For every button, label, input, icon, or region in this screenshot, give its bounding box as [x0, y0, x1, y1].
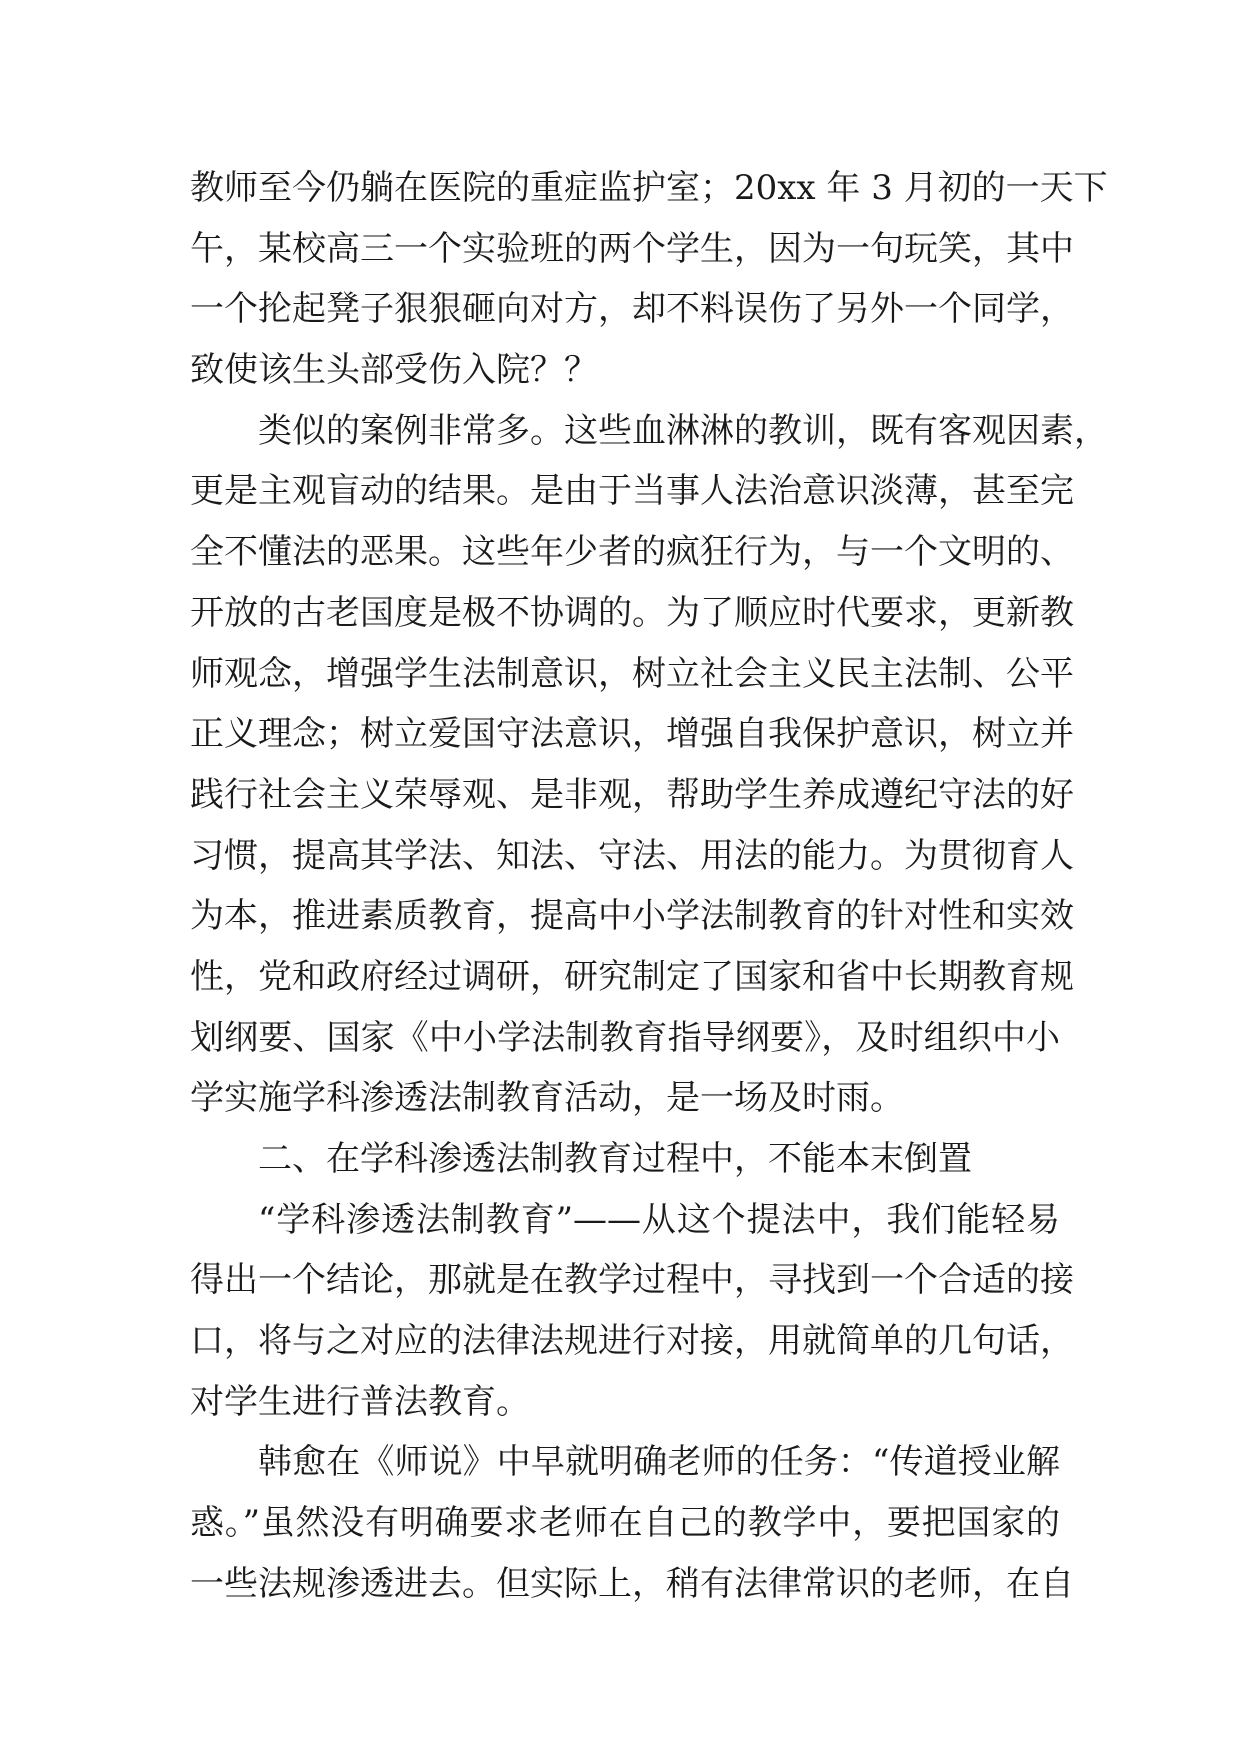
text-line: 为本，推进素质教育，提高中小学法制教育的针对性和实效 — [190, 896, 1074, 937]
text-line: 韩愈在《师说》中早就明确老师的任务：“传道授业解 — [258, 1442, 1060, 1483]
text-line: 得出一个结论，那就是在教学过程中，寻找到一个合适的接 — [190, 1260, 1074, 1301]
text-line: 开放的古老国度是极不协调的。为了顺应时代要求，更新教 — [190, 592, 1074, 633]
text-line: 类似的案例非常多。这些血淋淋的教训，既有客观因素， — [258, 410, 1108, 451]
text-line: 践行社会主义荣辱观、是非观，帮助学生养成遵纪守法的好 — [190, 774, 1074, 815]
text-line: 划纲要、国家《中小学法制教育指导纲要》，及时组织中小 — [190, 1017, 1060, 1058]
body-text — [190, 158, 1108, 1615]
text-line: 性，党和政府经过调研，研究制定了国家和省中长期教育规 — [190, 956, 1074, 997]
text-line: 教师至今仍躺在医院的重症监护室；20xx 年 3 月初的一天下 — [190, 168, 1108, 208]
text-line: 惑。”虽然没有明确要求老师在自己的教学中，要把国家的 — [190, 1503, 1060, 1544]
text-line: 对学生进行普法教育。 — [190, 1381, 530, 1422]
text-line: “学科渗透法制教育”——从这个提法中，我们能轻易 — [258, 1199, 1060, 1240]
text-line: 习惯，提高其学法、知法、守法、用法的能力。为贯彻育人 — [190, 835, 1074, 876]
text-line: 一些法规渗透进去。但实际上，稍有法律常识的老师，在自 — [190, 1563, 1074, 1604]
section-heading: 二、在学科渗透法制教育过程中，不能本末倒置 — [258, 1139, 972, 1179]
text-line: 更是主观盲动的结果。是由于当事人法治意识淡薄，甚至完 — [190, 471, 1074, 512]
text-line: 口，将与之对应的法律法规进行对接，用就简单的几句话， — [190, 1321, 1074, 1362]
text-line: 一个抡起凳子狠狠砸向对方，却不料误伤了另外一个同学， — [190, 289, 1074, 330]
text-line: 致使该生头部受伤入院？？ — [190, 350, 598, 391]
text-line: 师观念，增强学生法制意识，树立社会主义民主法制、公平 — [190, 653, 1074, 694]
text-line: 全不懂法的恶果。这些年少者的疯狂行为，与一个文明的、 — [190, 532, 1074, 573]
text-line: 正义理念；树立爱国守法意识，增强自我保护意识，树立并 — [190, 714, 1074, 755]
text-line: 午，某校高三一个实验班的两个学生，因为一句玩笑，其中 — [190, 228, 1074, 269]
text-line: 学实施学科渗透法制教育活动，是一场及时雨。 — [190, 1078, 904, 1119]
